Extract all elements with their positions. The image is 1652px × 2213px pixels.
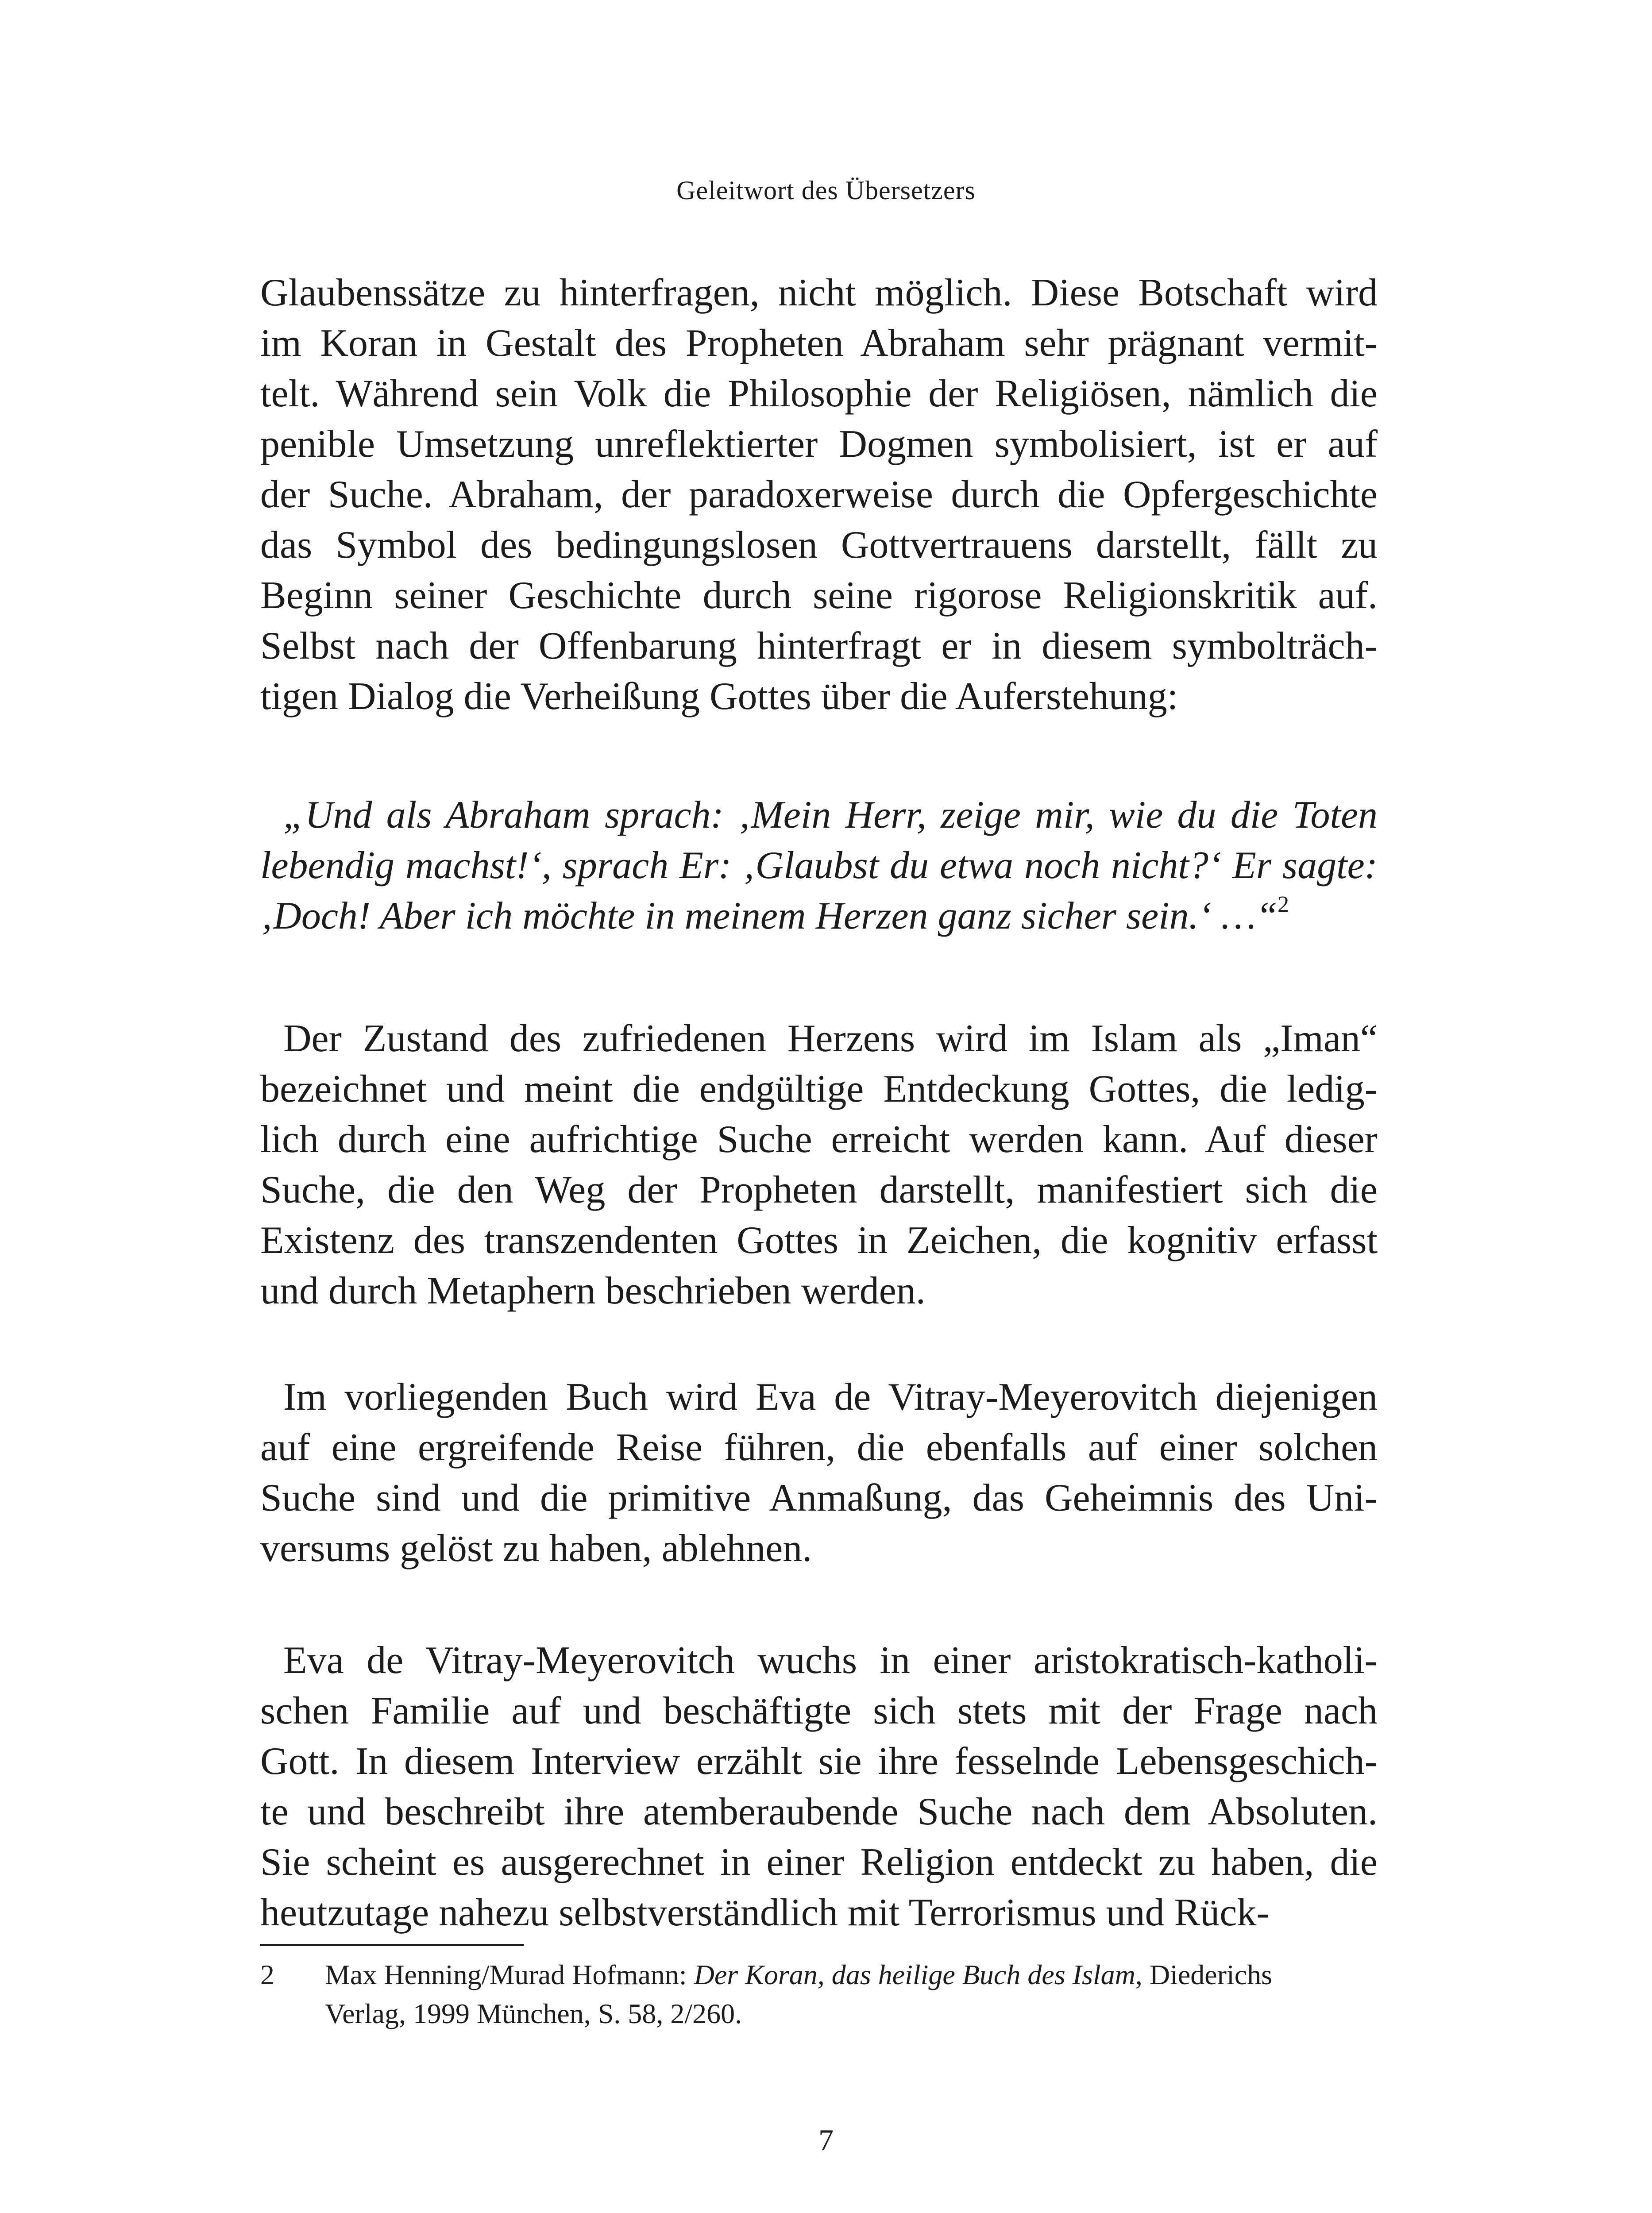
text-line: tigen Dialog die Verheißung Gottes über die Auferstehung: — [260, 675, 1178, 718]
text-line: und durch Metaphern beschrieben werden. — [260, 1269, 926, 1312]
paragraph-4-lines — [260, 1635, 1378, 1938]
text-line: Sie scheint es ausgerechnet in einer Religion entdeckt zu haben, die — [260, 1841, 1378, 1884]
text-line: telt. Während sein Volk die Philosophie der Religiösen, nämlich die — [260, 372, 1378, 415]
quote-block — [260, 790, 1378, 941]
paragraph-2-lines — [260, 1014, 1378, 1316]
paragraph-3-lines — [260, 1372, 1378, 1574]
footnote-reference[interactable]: 2 — [1278, 892, 1289, 917]
text-line: Im vorliegenden Buch wird Eva de Vitray-Meyerovitch diejenigen — [283, 1376, 1378, 1419]
text-line: Gott. In diesem Interview erzählt sie ihre fesselnde Lebensgeschich- — [260, 1740, 1378, 1783]
paragraph-3 — [260, 1372, 1378, 1574]
footnote-line2: Verlag, 1999 München, S. 58, 2/260. — [325, 1998, 742, 2029]
text-line: Suche sind und die primitive Anmaßung, das Geheimnis des Uni- — [260, 1477, 1378, 1519]
paragraph-1-lines — [260, 268, 1378, 722]
footnote-title: Der Koran, das heilige Buch des Islam — [694, 1959, 1135, 1990]
footnote-rest-line1: , Diederichs — [1135, 1959, 1273, 1990]
text-line: Existenz des transzendenten Gottes in Zeichen, die kognitiv erfasst — [260, 1219, 1378, 1262]
text-line: das Symbol des bedingungslosen Gottvertrauens darstellt, fällt zu — [260, 524, 1378, 567]
text-line: lich durch eine aufrichtige Suche erreicht werden kann. Auf dieser — [260, 1118, 1378, 1161]
footnote-number: 2 — [260, 1959, 274, 1990]
text-line: Selbst nach der Offenbarung hinterfragt er in diesem symbolträch- — [260, 625, 1378, 667]
footnote-text — [325, 1955, 1378, 2033]
quote-line-3-text: ‚Doch! Aber ich möchte in meinem Herzen ganz sicher sein.‘ …“ — [260, 894, 1278, 937]
page-number: 7 — [818, 2123, 834, 2157]
text-line: Suche, die den Weg der Propheten darstellt, manifestiert sich die — [260, 1168, 1378, 1211]
text-line: bezeichnet und meint die endgültige Entdeckung Gottes, die ledig- — [260, 1068, 1378, 1110]
text-line: auf eine ergreifende Reise führen, die ebenfalls auf einer solchen — [260, 1426, 1378, 1469]
text-line: schen Familie auf und beschäftigte sich stets mit der Frage nach — [260, 1689, 1378, 1732]
paragraph-1 — [260, 268, 1378, 722]
text-line: penible Umsetzung unreflektierter Dogmen symbolisiert, ist er auf — [260, 423, 1378, 466]
text-line: versums gelöst zu haben, ablehnen. — [260, 1527, 812, 1570]
text-line: Beginn seiner Geschichte durch seine rigorose Religionskritik auf. — [260, 574, 1378, 617]
footnote-2 — [260, 1955, 1378, 2033]
text-line: Glaubenssätze zu hinterfragen, nicht möglich. Diese Botschaft wird — [260, 271, 1378, 314]
running-head: Geleitwort des Übersetzers — [676, 176, 976, 205]
text-line: te und beschreibt ihre atemberaubende Suche nach dem Absoluten. — [260, 1790, 1378, 1833]
quote-line-3 — [260, 891, 1378, 941]
text-line: im Koran in Gestalt des Propheten Abraham sehr prägnant vermit- — [260, 322, 1378, 365]
footnote-rule — [260, 1944, 524, 1946]
paragraph-2 — [260, 1014, 1378, 1316]
text-line: Eva de Vitray-Meyerovitch wuchs in einer aristokratisch-katholi- — [283, 1639, 1378, 1682]
text-line: heutzutage nahezu selbstverständlich mit Terrorismus und Rück- — [260, 1891, 1270, 1934]
quote-line-2: lebendig machst!‘, sprach Er: ‚Glaubst du etwa noch nicht?‘ Er sagte: — [260, 844, 1378, 887]
paragraph-4 — [260, 1635, 1378, 1938]
footnote-author: Max Henning/Murad Hofmann: — [325, 1959, 694, 1990]
text-line: der Suche. Abraham, der paradoxerweise durch die Opfergeschichte — [260, 473, 1378, 516]
quote-line-1: „Und als Abraham sprach: ‚Mein Herr, zeige mir, wie du die Toten — [283, 794, 1378, 837]
text-line: Der Zustand des zufriedenen Herzens wird im Islam als „Iman“ — [283, 1017, 1378, 1060]
